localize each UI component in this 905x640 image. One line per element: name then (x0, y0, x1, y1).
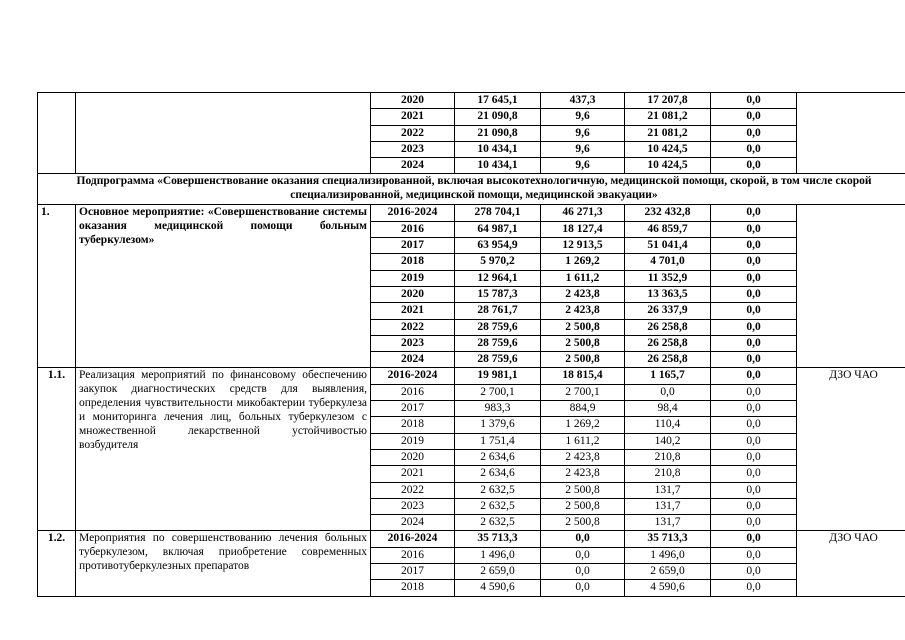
other-cell: 0,0 (711, 109, 797, 125)
year-cell: 2019 (371, 270, 455, 286)
year-cell: 2016-2024 (371, 368, 455, 384)
other-cell: 0,0 (711, 449, 797, 465)
reg-cell: 131,7 (625, 498, 711, 514)
year-cell: 2017 (371, 238, 455, 254)
reg-cell: 232 432,8 (625, 205, 711, 221)
year-cell: 2021 (371, 466, 455, 482)
year-cell: 2023 (371, 335, 455, 351)
total-cell: 21 090,8 (455, 109, 541, 125)
total-cell: 1 496,0 (455, 547, 541, 563)
reg-cell: 210,8 (625, 466, 711, 482)
reg-cell: 140,2 (625, 433, 711, 449)
total-cell: 2 700,1 (455, 384, 541, 400)
reg-cell: 131,7 (625, 482, 711, 498)
reg-cell: 17 207,8 (625, 93, 711, 109)
row-number-cell (38, 93, 76, 174)
table-row (38, 368, 905, 384)
other-cell: 0,0 (711, 482, 797, 498)
year-cell: 2018 (371, 417, 455, 433)
description-cell: Реализация мероприятий по финансовому обеспечению закупок диагностических средств для выявления, определения чувствительности микобактерии туберкулеза и мониторинга лечения лиц, больных туберкулезом с множественной лекарственной устойчивостью возбудителя (76, 368, 371, 531)
other-cell: 0,0 (711, 238, 797, 254)
other-cell: 0,0 (711, 93, 797, 109)
year-cell: 2022 (371, 319, 455, 335)
fed-cell: 18 127,4 (541, 221, 625, 237)
responsible-cell: ДЗО ЧАО (797, 368, 905, 531)
table-row (38, 531, 905, 547)
other-cell: 0,0 (711, 303, 797, 319)
other-cell: 0,0 (711, 221, 797, 237)
total-cell: 10 434,1 (455, 141, 541, 157)
fed-cell: 46 271,3 (541, 205, 625, 221)
total-cell: 2 632,5 (455, 498, 541, 514)
reg-cell: 110,4 (625, 417, 711, 433)
total-cell: 15 787,3 (455, 286, 541, 302)
fed-cell: 9,6 (541, 125, 625, 141)
other-cell: 0,0 (711, 125, 797, 141)
table-row (38, 93, 905, 109)
year-cell: 2020 (371, 93, 455, 109)
reg-cell: 2 659,0 (625, 564, 711, 580)
reg-cell: 26 258,8 (625, 352, 711, 368)
other-cell: 0,0 (711, 466, 797, 482)
year-cell: 2020 (371, 286, 455, 302)
fed-cell: 1 269,2 (541, 254, 625, 270)
total-cell: 983,3 (455, 401, 541, 417)
year-cell: 2016-2024 (371, 531, 455, 547)
total-cell: 5 970,2 (455, 254, 541, 270)
fed-cell: 9,6 (541, 141, 625, 157)
total-cell: 12 964,1 (455, 270, 541, 286)
reg-cell: 4 590,6 (625, 580, 711, 596)
year-cell: 2018 (371, 254, 455, 270)
year-cell: 2018 (371, 580, 455, 596)
total-cell: 35 713,3 (455, 531, 541, 547)
other-cell: 0,0 (711, 417, 797, 433)
budget-table (37, 92, 905, 597)
total-cell: 17 645,1 (455, 93, 541, 109)
total-cell: 1 751,4 (455, 433, 541, 449)
total-cell: 4 590,6 (455, 580, 541, 596)
other-cell: 0,0 (711, 384, 797, 400)
total-cell: 1 379,6 (455, 417, 541, 433)
responsible-cell: ДЗО ЧАО (797, 531, 905, 596)
year-cell: 2022 (371, 125, 455, 141)
reg-cell: 4 701,0 (625, 254, 711, 270)
total-cell: 2 632,5 (455, 515, 541, 531)
fed-cell: 1 611,2 (541, 270, 625, 286)
other-cell: 0,0 (711, 141, 797, 157)
reg-cell: 21 081,2 (625, 109, 711, 125)
fed-cell: 2 500,8 (541, 352, 625, 368)
row-number-cell: 1. (38, 205, 76, 368)
year-cell: 2024 (371, 158, 455, 174)
other-cell: 0,0 (711, 433, 797, 449)
fed-cell: 2 423,8 (541, 286, 625, 302)
total-cell: 278 704,1 (455, 205, 541, 221)
description-cell: Основное мероприятие: «Совершенствование системы оказания медицинской помощи больным туберкулезом» (76, 205, 371, 368)
other-cell: 0,0 (711, 564, 797, 580)
description-cell (76, 93, 371, 174)
total-cell: 19 981,1 (455, 368, 541, 384)
subprogram-row (38, 174, 905, 205)
other-cell: 0,0 (711, 158, 797, 174)
fed-cell: 0,0 (541, 564, 625, 580)
row-number-cell: 1.1. (38, 368, 76, 531)
other-cell: 0,0 (711, 531, 797, 547)
fed-cell: 437,3 (541, 93, 625, 109)
total-cell: 2 634,6 (455, 466, 541, 482)
other-cell: 0,0 (711, 515, 797, 531)
fed-cell: 1 269,2 (541, 417, 625, 433)
fed-cell: 2 423,8 (541, 466, 625, 482)
fed-cell: 0,0 (541, 580, 625, 596)
fed-cell: 2 423,8 (541, 449, 625, 465)
year-cell: 2023 (371, 141, 455, 157)
reg-cell: 98,4 (625, 401, 711, 417)
fed-cell: 2 500,8 (541, 319, 625, 335)
fed-cell: 9,6 (541, 158, 625, 174)
year-cell: 2016-2024 (371, 205, 455, 221)
year-cell: 2017 (371, 401, 455, 417)
other-cell: 0,0 (711, 547, 797, 563)
reg-cell: 1 165,7 (625, 368, 711, 384)
fed-cell: 2 423,8 (541, 303, 625, 319)
reg-cell: 131,7 (625, 515, 711, 531)
other-cell: 0,0 (711, 580, 797, 596)
reg-cell: 10 424,5 (625, 158, 711, 174)
reg-cell: 210,8 (625, 449, 711, 465)
fed-cell: 9,6 (541, 109, 625, 125)
year-cell: 2024 (371, 352, 455, 368)
reg-cell: 35 713,3 (625, 531, 711, 547)
reg-cell: 51 041,4 (625, 238, 711, 254)
fed-cell: 0,0 (541, 547, 625, 563)
other-cell: 0,0 (711, 270, 797, 286)
total-cell: 64 987,1 (455, 221, 541, 237)
total-cell: 21 090,8 (455, 125, 541, 141)
fed-cell: 1 611,2 (541, 433, 625, 449)
reg-cell: 13 363,5 (625, 286, 711, 302)
total-cell: 63 954,9 (455, 238, 541, 254)
subprogram-title: Подпрограмма «Совершенствование оказания специализированной, включая высокотехнологичную, медицинской помощи, скорой, в том числе скорой специализированной, медицинской помощи, медицинской эвакуации» (38, 174, 905, 205)
other-cell: 0,0 (711, 401, 797, 417)
year-cell: 2022 (371, 482, 455, 498)
reg-cell: 46 859,7 (625, 221, 711, 237)
other-cell: 0,0 (711, 254, 797, 270)
total-cell: 2 659,0 (455, 564, 541, 580)
table-row (38, 205, 905, 221)
fed-cell: 2 500,8 (541, 335, 625, 351)
reg-cell: 0,0 (625, 384, 711, 400)
fed-cell: 2 500,8 (541, 482, 625, 498)
year-cell: 2023 (371, 498, 455, 514)
table-body (38, 93, 905, 597)
total-cell: 2 634,6 (455, 449, 541, 465)
fed-cell: 2 700,1 (541, 384, 625, 400)
other-cell: 0,0 (711, 319, 797, 335)
fed-cell: 12 913,5 (541, 238, 625, 254)
reg-cell: 11 352,9 (625, 270, 711, 286)
row-number-cell: 1.2. (38, 531, 76, 596)
other-cell: 0,0 (711, 205, 797, 221)
fed-cell: 884,9 (541, 401, 625, 417)
total-cell: 28 759,6 (455, 352, 541, 368)
year-cell: 2024 (371, 515, 455, 531)
year-cell: 2019 (371, 433, 455, 449)
total-cell: 28 761,7 (455, 303, 541, 319)
reg-cell: 1 496,0 (625, 547, 711, 563)
reg-cell: 26 337,9 (625, 303, 711, 319)
year-cell: 2021 (371, 303, 455, 319)
year-cell: 2016 (371, 384, 455, 400)
year-cell: 2016 (371, 547, 455, 563)
fed-cell: 0,0 (541, 531, 625, 547)
total-cell: 28 759,6 (455, 335, 541, 351)
description-cell: Мероприятия по совершенствованию лечения больных туберкулезом, включая приобретение современных противотуберкулезных препаратов (76, 531, 371, 596)
reg-cell: 26 258,8 (625, 335, 711, 351)
other-cell: 0,0 (711, 286, 797, 302)
fed-cell: 18 815,4 (541, 368, 625, 384)
fed-cell: 2 500,8 (541, 498, 625, 514)
other-cell: 0,0 (711, 368, 797, 384)
year-cell: 2021 (371, 109, 455, 125)
total-cell: 2 632,5 (455, 482, 541, 498)
other-cell: 0,0 (711, 335, 797, 351)
reg-cell: 10 424,5 (625, 141, 711, 157)
year-cell: 2016 (371, 221, 455, 237)
responsible-cell (797, 93, 905, 174)
total-cell: 28 759,6 (455, 319, 541, 335)
other-cell: 0,0 (711, 352, 797, 368)
year-cell: 2020 (371, 449, 455, 465)
fed-cell: 2 500,8 (541, 515, 625, 531)
reg-cell: 21 081,2 (625, 125, 711, 141)
responsible-cell (797, 205, 905, 368)
other-cell: 0,0 (711, 498, 797, 514)
total-cell: 10 434,1 (455, 158, 541, 174)
year-cell: 2017 (371, 564, 455, 580)
reg-cell: 26 258,8 (625, 319, 711, 335)
